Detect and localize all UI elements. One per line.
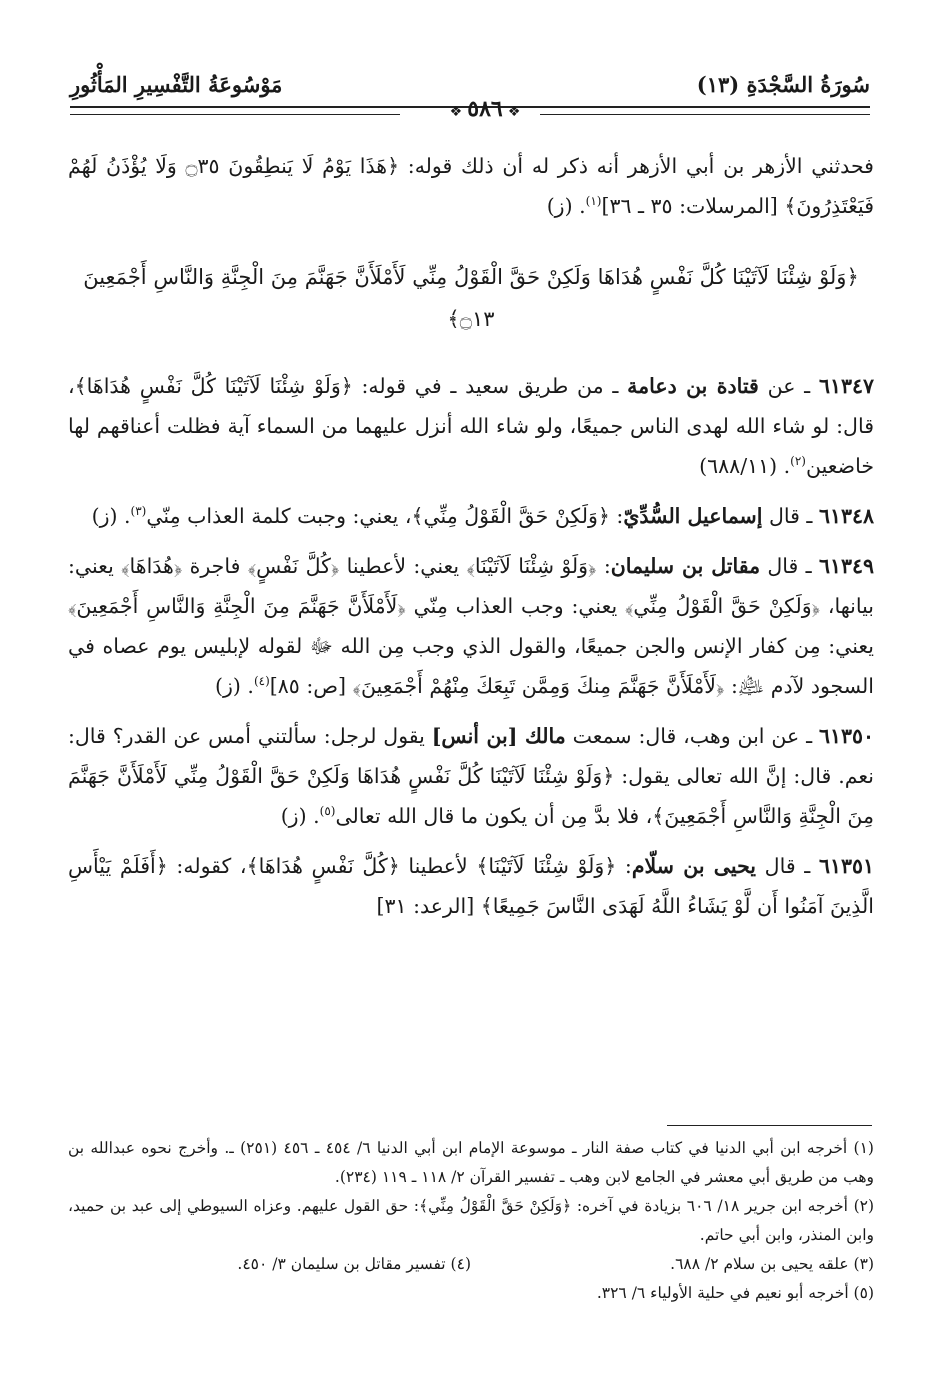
page-number: ٥٨٦ xyxy=(467,96,503,122)
quran-quote: ﴿وَلَوْ شِئْنَا لَآتَيْنَا﴾ xyxy=(466,554,597,578)
footnote-separator xyxy=(667,1125,872,1126)
ornament-icon: ❖ xyxy=(449,104,463,120)
quran-quote: ﴿لَأَمْلَأَنَّ جَهَنَّمَ مِنكَ وَمِمَّن تَبِعَكَ مِنْهُمْ أَجْمَعِينَ﴾ xyxy=(352,674,725,698)
page-number-box xyxy=(390,96,580,122)
quran-quote: ﴿وَلَكِنْ حَقَّ الْقَوْلُ مِنِّي﴾ xyxy=(625,594,821,618)
quran-quote: ﴿وَلَوْ شِئْنَا لَآتَيْنَا﴾ xyxy=(476,854,617,878)
quran-reference: [المرسلات: ٣٥ ـ ٣٦] xyxy=(601,194,785,218)
footnote-3: (٣) علقه يحيى بن سلام ٢/ ٦٨٨. xyxy=(670,1255,874,1273)
quran-quote: ﴿وَلَكِنْ حَقَّ الْقَوْلُ مِنِّي﴾ xyxy=(419,1197,572,1215)
quran-quote: ﴿وَلَوْ شِئْنَا لَآتَيْنَا كُلَّ نَفْسٍ هُدَاهَا﴾ xyxy=(74,374,353,398)
book-title: مَوْسُوعَةُ التَّفْسِيرِ المَأْثُورِ xyxy=(70,72,283,97)
narration-61351: ٦١٣٥١ ـ قال يحيى بن سلّام: ﴿وَلَوْ شِئْنَا لَآتَيْنَا﴾ لأعطينا ﴿كُلَّ نَفْسٍ هُدَاهَا﴾، كقوله: ﴿أَفَلَمْ يَيْأَسِ الَّذِينَ آمَنُوا أَن لَّوْ يَشَاءُ اللَّهُ لَهَدَى النَّاسَ جَمِيعًا﴾ [الرعد: ٣١] xyxy=(68,854,875,918)
narration-61350: ٦١٣٥٠ ـ عن ابن وهب، قال: سمعت مالك [بن أنس] يقول لرجل: سألتني أمس عن القدر؟ قال: نعم. قال: إنَّ الله تعالى يقول: ﴿وَلَوْ شِئْنَا لَآتَيْنَا كُلَّ نَفْسٍ هُدَاهَا وَلَكِنْ حَقَّ الْقَوْلُ مِنِّي لَأَمْلَأَنَّ جَهَنَّمَ مِنَ الْجِنَّةِ وَالنَّاسِ أَجْمَعِينَ﴾، فلا بدَّ مِن أن يكون ما قال الله تعالى$^{(٥)}$. (ز) xyxy=(68,724,874,828)
narration-number: ٦١٣٥٠ xyxy=(818,724,874,748)
footnote-1: (١) أخرجه ابن أبي الدنيا في كتاب صفة النار ـ موسوعة الإمام ابن أبي الدنيا ٦/ ٤٥٤ ـ ٤٥٦ (٢٥١) ـ. وأخرج نحوه عبدالله بن وهب من طريق أبي معشر في الجامع لابن وهب ـ تفسير القرآن ٢/ ١١٨ ـ ١١٩ (٢٣٤). xyxy=(68,1139,874,1186)
quran-reference: [ص: ٨٥] xyxy=(269,674,353,698)
running-header xyxy=(70,66,870,126)
narration-number: ٦١٣٤٨ xyxy=(818,504,874,528)
quran-quote: ﴿هَذَا يَوْمُ لَا يَنطِقُونَ ۝٣٥ وَلَا يُؤْذَنُ لَهُمْ فَيَعْتَذِرُونَ﴾ xyxy=(68,154,874,218)
paragraph-continuation: فحدثني الأزهر بن أبي الأزهر أنه ذكر له أن ذلك قوله: ﴿هَذَا يَوْمُ لَا يَنطِقُونَ ۝٣٥ وَلَا يُؤْذَنُ لَهُمْ فَيَعْتَذِرُونَ﴾ [المرسلات: ٣٥ ـ ٣٦]$^{(١)}$. (ز) xyxy=(68,154,874,218)
footnotes xyxy=(68,1134,874,1308)
narrator-name: مالك [بن أنس] xyxy=(431,724,566,748)
narrator-name: إسماعيل السُّدِّيّ xyxy=(623,504,763,528)
footnote-marker[interactable]: (٣) xyxy=(130,504,147,519)
quran-quote: ﴿وَلَوْ شِئْنَا لَآتَيْنَا كُلَّ نَفْسٍ هُدَاهَا وَلَكِنْ حَقَّ الْقَوْلُ مِنِّي لَأَمْلَأَنَّ جَهَنَّمَ مِنَ الْجِنَّةِ وَالنَّاسِ أَجْمَعِينَ﴾ xyxy=(68,764,874,828)
quran-quote: ﴿لَأَمْلَأَنَّ جَهَنَّمَ مِنَ الْجِنَّةِ وَالنَّاسِ أَجْمَعِينَ﴾ xyxy=(68,594,406,618)
quran-quote: ﴿وَلَكِنْ حَقَّ الْقَوْلُ مِنِّي﴾ xyxy=(411,504,610,528)
narrator-name: يحيى بن سلّام xyxy=(631,854,757,878)
footnote-marker[interactable]: (٤) xyxy=(253,674,270,689)
quran-quote: ﴿هُدَاهَا﴾ xyxy=(121,554,183,578)
narration-61348: ٦١٣٤٨ ـ قال إسماعيل السُّدِّيّ: ﴿وَلَكِنْ حَقَّ الْقَوْلُ مِنِّي﴾، يعني: وجبت كلمة العذاب مِنّي$^{(٣)}$. (ز) xyxy=(91,504,874,528)
narrator-name: قتادة بن دعامة xyxy=(627,374,759,398)
ornament-icon: ❖ xyxy=(507,104,521,120)
footnote-marker[interactable]: (٢) xyxy=(790,454,806,469)
verse-heading: ﴿وَلَوْ شِئْنَا لَآتَيْنَا كُلَّ نَفْسٍ هُدَاهَا وَلَكِنْ حَقَّ الْقَوْلُ مِنِّي لَأَمْلَأَنَّ جَهَنَّمَ مِنَ الْجِنَّةِ وَالنَّاسِ أَجْمَعِينَ ۝١٣﴾ xyxy=(83,265,859,331)
quran-quote: ﴿كُلَّ نَفْسٍ هُدَاهَا﴾ xyxy=(246,854,400,878)
narration-61347: ٦١٣٤٧ ـ عن قتادة بن دعامة ـ من طريق سعيد ـ في قوله: ﴿وَلَوْ شِئْنَا لَآتَيْنَا كُلَّ نَفْسٍ هُدَاهَا﴾، قال: لو شاء الله لهدى الناس جميعًا، ولو شاء الله أنزل عليهما من السماء آية فظلت أعناقهم لها خاضعين$^{(٢)}$. (٦٨٨/١١) xyxy=(68,374,874,478)
header-rule-bottom-right xyxy=(540,114,870,115)
footnote-4: (٤) تفسير مقاتل بن سليمان ٣/ ٤٥٠. xyxy=(237,1255,471,1273)
footnote-2: (٢) أخرجه ابن جرير ١٨/ ٦٠٦ بزيادة في آخره: ﴿وَلَكِنْ حَقَّ الْقَوْلُ مِنِّي﴾: حق القول عليهم. وعزاه السيوطي إلى عبد بن حميد، وابن المنذر، وابن أبي حاتم. xyxy=(68,1197,875,1244)
main-text xyxy=(68,146,874,936)
footnote-marker[interactable]: (١) xyxy=(585,194,602,209)
quran-reference: [الرعد: ٣١] xyxy=(376,894,481,918)
narration-number: ٦١٣٥١ xyxy=(818,854,875,878)
surah-title: سُورَةُ السَّجْدَةِ (١٣) xyxy=(696,72,870,97)
narration-number: ٦١٣٤٩ xyxy=(818,554,875,578)
quran-quote: ﴿أَفَلَمْ يَيْأَسِ الَّذِينَ آمَنُوا أَن لَّوْ يَشَاءُ اللَّهُ لَهَدَى النَّاسَ جَمِيعًا﴾ xyxy=(68,854,874,918)
header-rule-bottom-left xyxy=(70,114,400,115)
footnote-5: (٥) أخرجه أبو نعيم في حلية الأولياء ٦/ ٣٢٦. xyxy=(596,1284,874,1302)
narration-61349: ٦١٣٤٩ ـ قال مقاتل بن سليمان: ﴿وَلَوْ شِئْنَا لَآتَيْنَا﴾ يعني: لأعطينا ﴿كُلَّ نَفْسٍ﴾ فاجرة ﴿هُدَاهَا﴾ يعني: بيانها، ﴿وَلَكِنْ حَقَّ الْقَوْلُ مِنِّي﴾ يعني: وجب العذاب مِنّي ﴿لَأَمْلَأَنَّ جَهَنَّمَ مِنَ الْجِنَّةِ وَالنَّاسِ أَجْمَعِينَ﴾ يعني: مِن كفار الإنس والجن جميعًا، والقول الذي وجب مِن الله ﷻ لقوله لإبليس يوم عصاه في السجود لآدم ﵇: ﴿لَأَمْلَأَنَّ جَهَنَّمَ مِنكَ وَمِمَّن تَبِعَكَ مِنْهُمْ أَجْمَعِينَ﴾ [ص: ٨٥]$^{(٤)}$. (ز) xyxy=(68,554,875,698)
quran-quote: ﴿كُلَّ نَفْسٍ﴾ xyxy=(247,554,340,578)
narration-number: ٦١٣٤٧ xyxy=(818,374,874,398)
footnote-marker[interactable]: (٥) xyxy=(319,804,336,819)
narrator-name: مقاتل بن سليمان xyxy=(610,554,761,578)
footnote-row-3-4 xyxy=(68,1250,874,1279)
